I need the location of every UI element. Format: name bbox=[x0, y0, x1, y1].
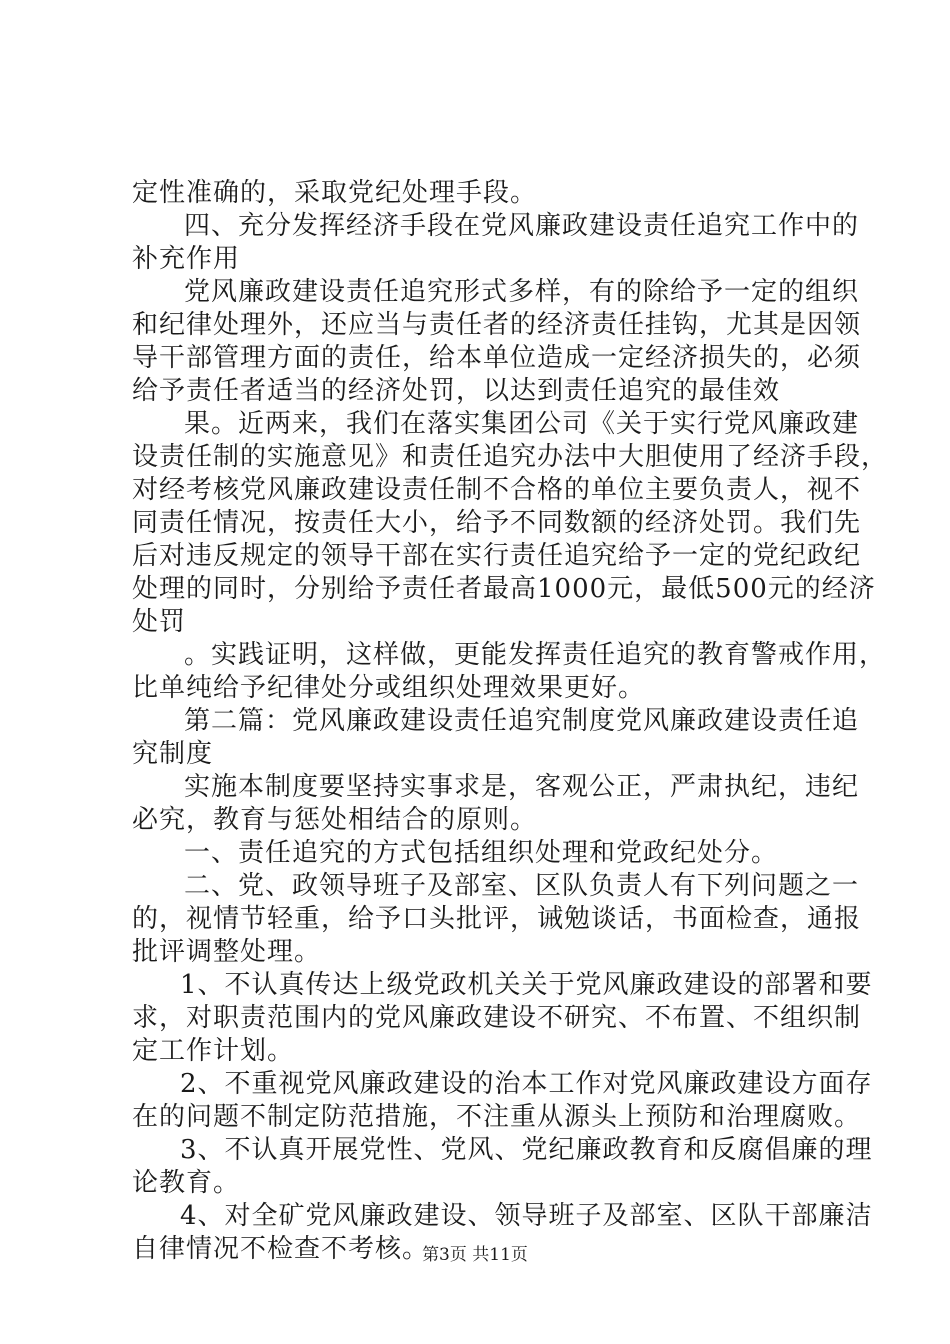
text-line: 党风廉政建设责任追究形式多样，有的除给予一定的组织 bbox=[184, 277, 860, 307]
text-line: 设责任制的实施意见》和责任追究办法中大胆使用了经济手段， bbox=[132, 442, 889, 472]
text-line: 处罚 bbox=[132, 607, 187, 637]
text-line: 实施本制度要坚持实事求是，客观公正，严肃执纪，违纪 bbox=[184, 772, 860, 802]
text-line: 给予责任者适当的经济处罚，以达到责任追究的最佳效 bbox=[132, 376, 781, 406]
text-line: 一、责任追究的方式包括组织处理和党政纪处分。 bbox=[184, 838, 779, 868]
text-line: 的，视情节轻重，给予口头批评，诫勉谈话，书面检查，通报 bbox=[132, 904, 862, 934]
section-heading: 第二篇：党风廉政建设责任追究制度党风廉政建设责任追 bbox=[184, 706, 860, 736]
text-line: 后对违反规定的领导干部在实行责任追究给予一定的党纪政纪 bbox=[132, 541, 862, 571]
text-line: 论教育。 bbox=[132, 1168, 241, 1198]
section-heading: 补充作用 bbox=[132, 244, 241, 274]
text-line: 比单纯给予纪律处分或组织处理效果更好。 bbox=[132, 673, 646, 703]
text-line: 2、不重视党风廉政建设的治本工作对党风廉政建设方面存 bbox=[180, 1069, 873, 1099]
text-line: 同责任情况，按责任大小，给予不同数额的经济处罚。我们先 bbox=[132, 508, 862, 538]
text-line: 求，对职责范围内的党风廉政建设不研究、不布置、不组织制 bbox=[132, 1003, 862, 1033]
text-line: 果。近两来，我们在落实集团公司《关于实行党风廉政建 bbox=[184, 409, 860, 439]
text-line: 和纪律处理外，还应当与责任者的经济责任挂钩，尤其是因领 bbox=[132, 310, 862, 340]
text-line: 对经考核党风廉政建设责任制不合格的单位主要负责人，视不 bbox=[132, 475, 862, 505]
text-line: 4、对全矿党风廉政建设、领导班子及部室、区队干部廉洁 bbox=[180, 1201, 873, 1231]
text-line: 在的问题不制定防范措施，不注重从源头上预防和治理腐败。 bbox=[132, 1102, 862, 1132]
text-line: 1、不认真传达上级党政机关关于党风廉政建设的部署和要 bbox=[180, 970, 873, 1000]
text-line: 定性准确的，采取党纪处理手段。 bbox=[132, 178, 538, 208]
text-line: 自律情况不检查不考核。 bbox=[132, 1234, 430, 1264]
text-line: 3、不认真开展党性、党风、党纪廉政教育和反腐倡廉的理 bbox=[180, 1135, 873, 1165]
text-line: 导干部管理方面的责任，给本单位造成一定经济损失的，必须 bbox=[132, 343, 862, 373]
text-line: 定工作计划。 bbox=[132, 1036, 295, 1066]
text-line: 二、党、政领导班子及部室、区队负责人有下列问题之一 bbox=[184, 871, 860, 901]
section-heading: 究制度 bbox=[132, 739, 214, 769]
page-number-footer: 第3页 共11页 bbox=[422, 1245, 528, 1265]
text-line: 处理的同时，分别给予责任者最高1000元，最低500元的经济 bbox=[132, 574, 876, 604]
section-heading: 四、充分发挥经济手段在党风廉政建设责任追究工作中的 bbox=[184, 211, 860, 241]
text-line: 必究，教育与惩处相结合的原则。 bbox=[132, 805, 538, 835]
text-line: 批评调整处理。 bbox=[132, 937, 322, 967]
text-line: 。实践证明，这样做，更能发挥责任追究的教育警戒作用， bbox=[184, 640, 887, 670]
